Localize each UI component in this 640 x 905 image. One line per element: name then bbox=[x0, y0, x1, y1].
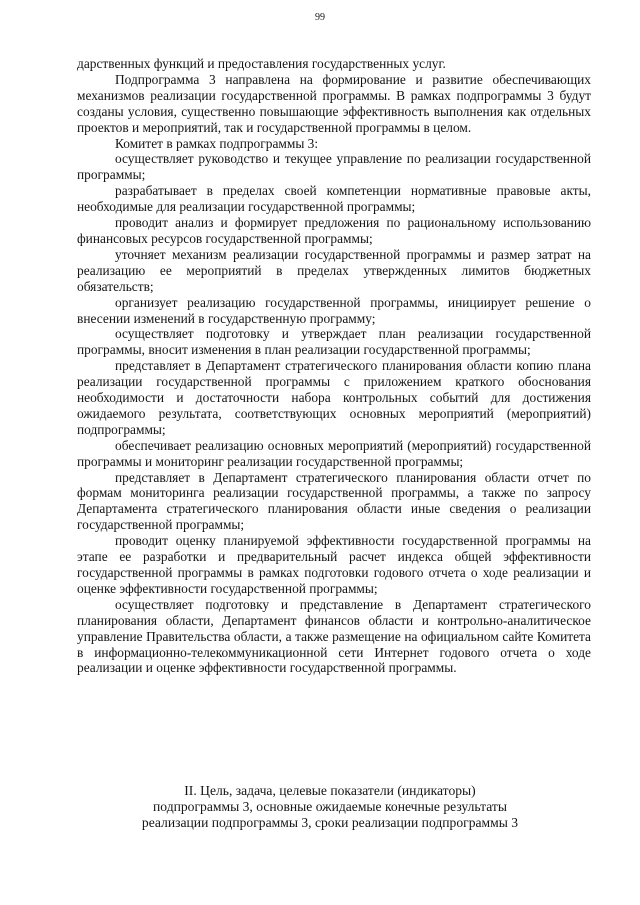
paragraph-committee-intro: Комитет в рамках подпрограммы 3: bbox=[115, 135, 319, 151]
paragraph-duty-analysis: проводит анализ и формирует предложения по рациональному использованию финансовых ресурсов государственной программы; bbox=[77, 215, 591, 246]
page-number: 99 bbox=[315, 12, 325, 23]
paragraph-duty-plan: осуществляет подготовку и утверждает план реализации государственной программы, вносит изменения в план реализации государственной программы; bbox=[77, 326, 591, 358]
body-text bbox=[77, 56, 591, 676]
paragraph-duty-report: представляет в Департамент стратегического планирования области отчет по формам мониторинга реализации государственной программы, а также по запросу Департамента стратегического планирования области иные сведения о реализации государственной программы; bbox=[77, 469, 591, 533]
paragraph-duty-annual-report: осуществляет подготовку и представление в Департамент стратегического планирования области, Департамент финансов области и контрольно-аналитическое управление Правительства области, а также размещение на официальном сайте Комитета в информационно-телекоммуникационной сети Интернет годового отчета о ходе реализации и оценке эффективности государственной программы. bbox=[77, 596, 591, 676]
section-heading-line: реализации подпрограммы 3, сроки реализации подпрограммы 3 bbox=[141, 815, 519, 830]
paragraph-duty-management: осуществляет руководство и текущее управление по реализации государственной программы; bbox=[77, 151, 591, 183]
paragraph-continuation: дарственных функций и предоставления государственных услуг. bbox=[77, 56, 446, 71]
paragraph-subprogram-purpose: Подпрограмма 3 направлена на формирование и развитие обеспечивающих механизмов реализации государственной программы. В рамках подпрограммы 3 будут созданы условия, существенно повышающие эффективность выполнения как отдельных проектов и мероприятий, так и государственной программы в целом. bbox=[77, 71, 591, 135]
section-heading bbox=[60, 783, 600, 831]
paragraph-duty-legal-acts: разрабатывает в пределах своей компетенции нормативные правовые акты, необходимые для реализации государственной программы; bbox=[77, 183, 591, 215]
section-heading-line: подпрограммы 3, основные ожидаемые конечные результаты bbox=[153, 799, 507, 814]
paragraph-duty-plan-copy: представляет в Департамент стратегического планирования области копию плана реализации государственной программы с приложением краткого обоснования необходимости и достаточности набора контрольных событий для достижения ожидаемого результата, соответствующих основных мероприятий (мероприятий) подпрограммы; bbox=[77, 358, 591, 437]
paragraph-duty-organization: организует реализацию государственной программы, инициирует решение о внесении изменений в государственную программу; bbox=[77, 294, 591, 326]
paragraph-duty-mechanism: уточняет механизм реализации государственной программы и размер затрат на реализацию ее мероприятий в пределах утвержденных лимитов бюджетных обязательств; bbox=[77, 246, 591, 294]
section-heading-line: II. Цель, задача, целевые показатели (индикаторы) bbox=[184, 783, 476, 798]
paragraph-duty-monitoring: обеспечивает реализацию основных мероприятий (мероприятий) государственной программы и мониторинг реализации государственной программы; bbox=[77, 437, 591, 469]
paragraph-duty-evaluation: проводит оценку планируемой эффективности государственной программы на этапе ее разработки и предварительный расчет индекса общей эффективности государственной программы в рамках подготовки годового отчета о ходе реализации и оценке эффективности государственной программы; bbox=[77, 533, 591, 596]
